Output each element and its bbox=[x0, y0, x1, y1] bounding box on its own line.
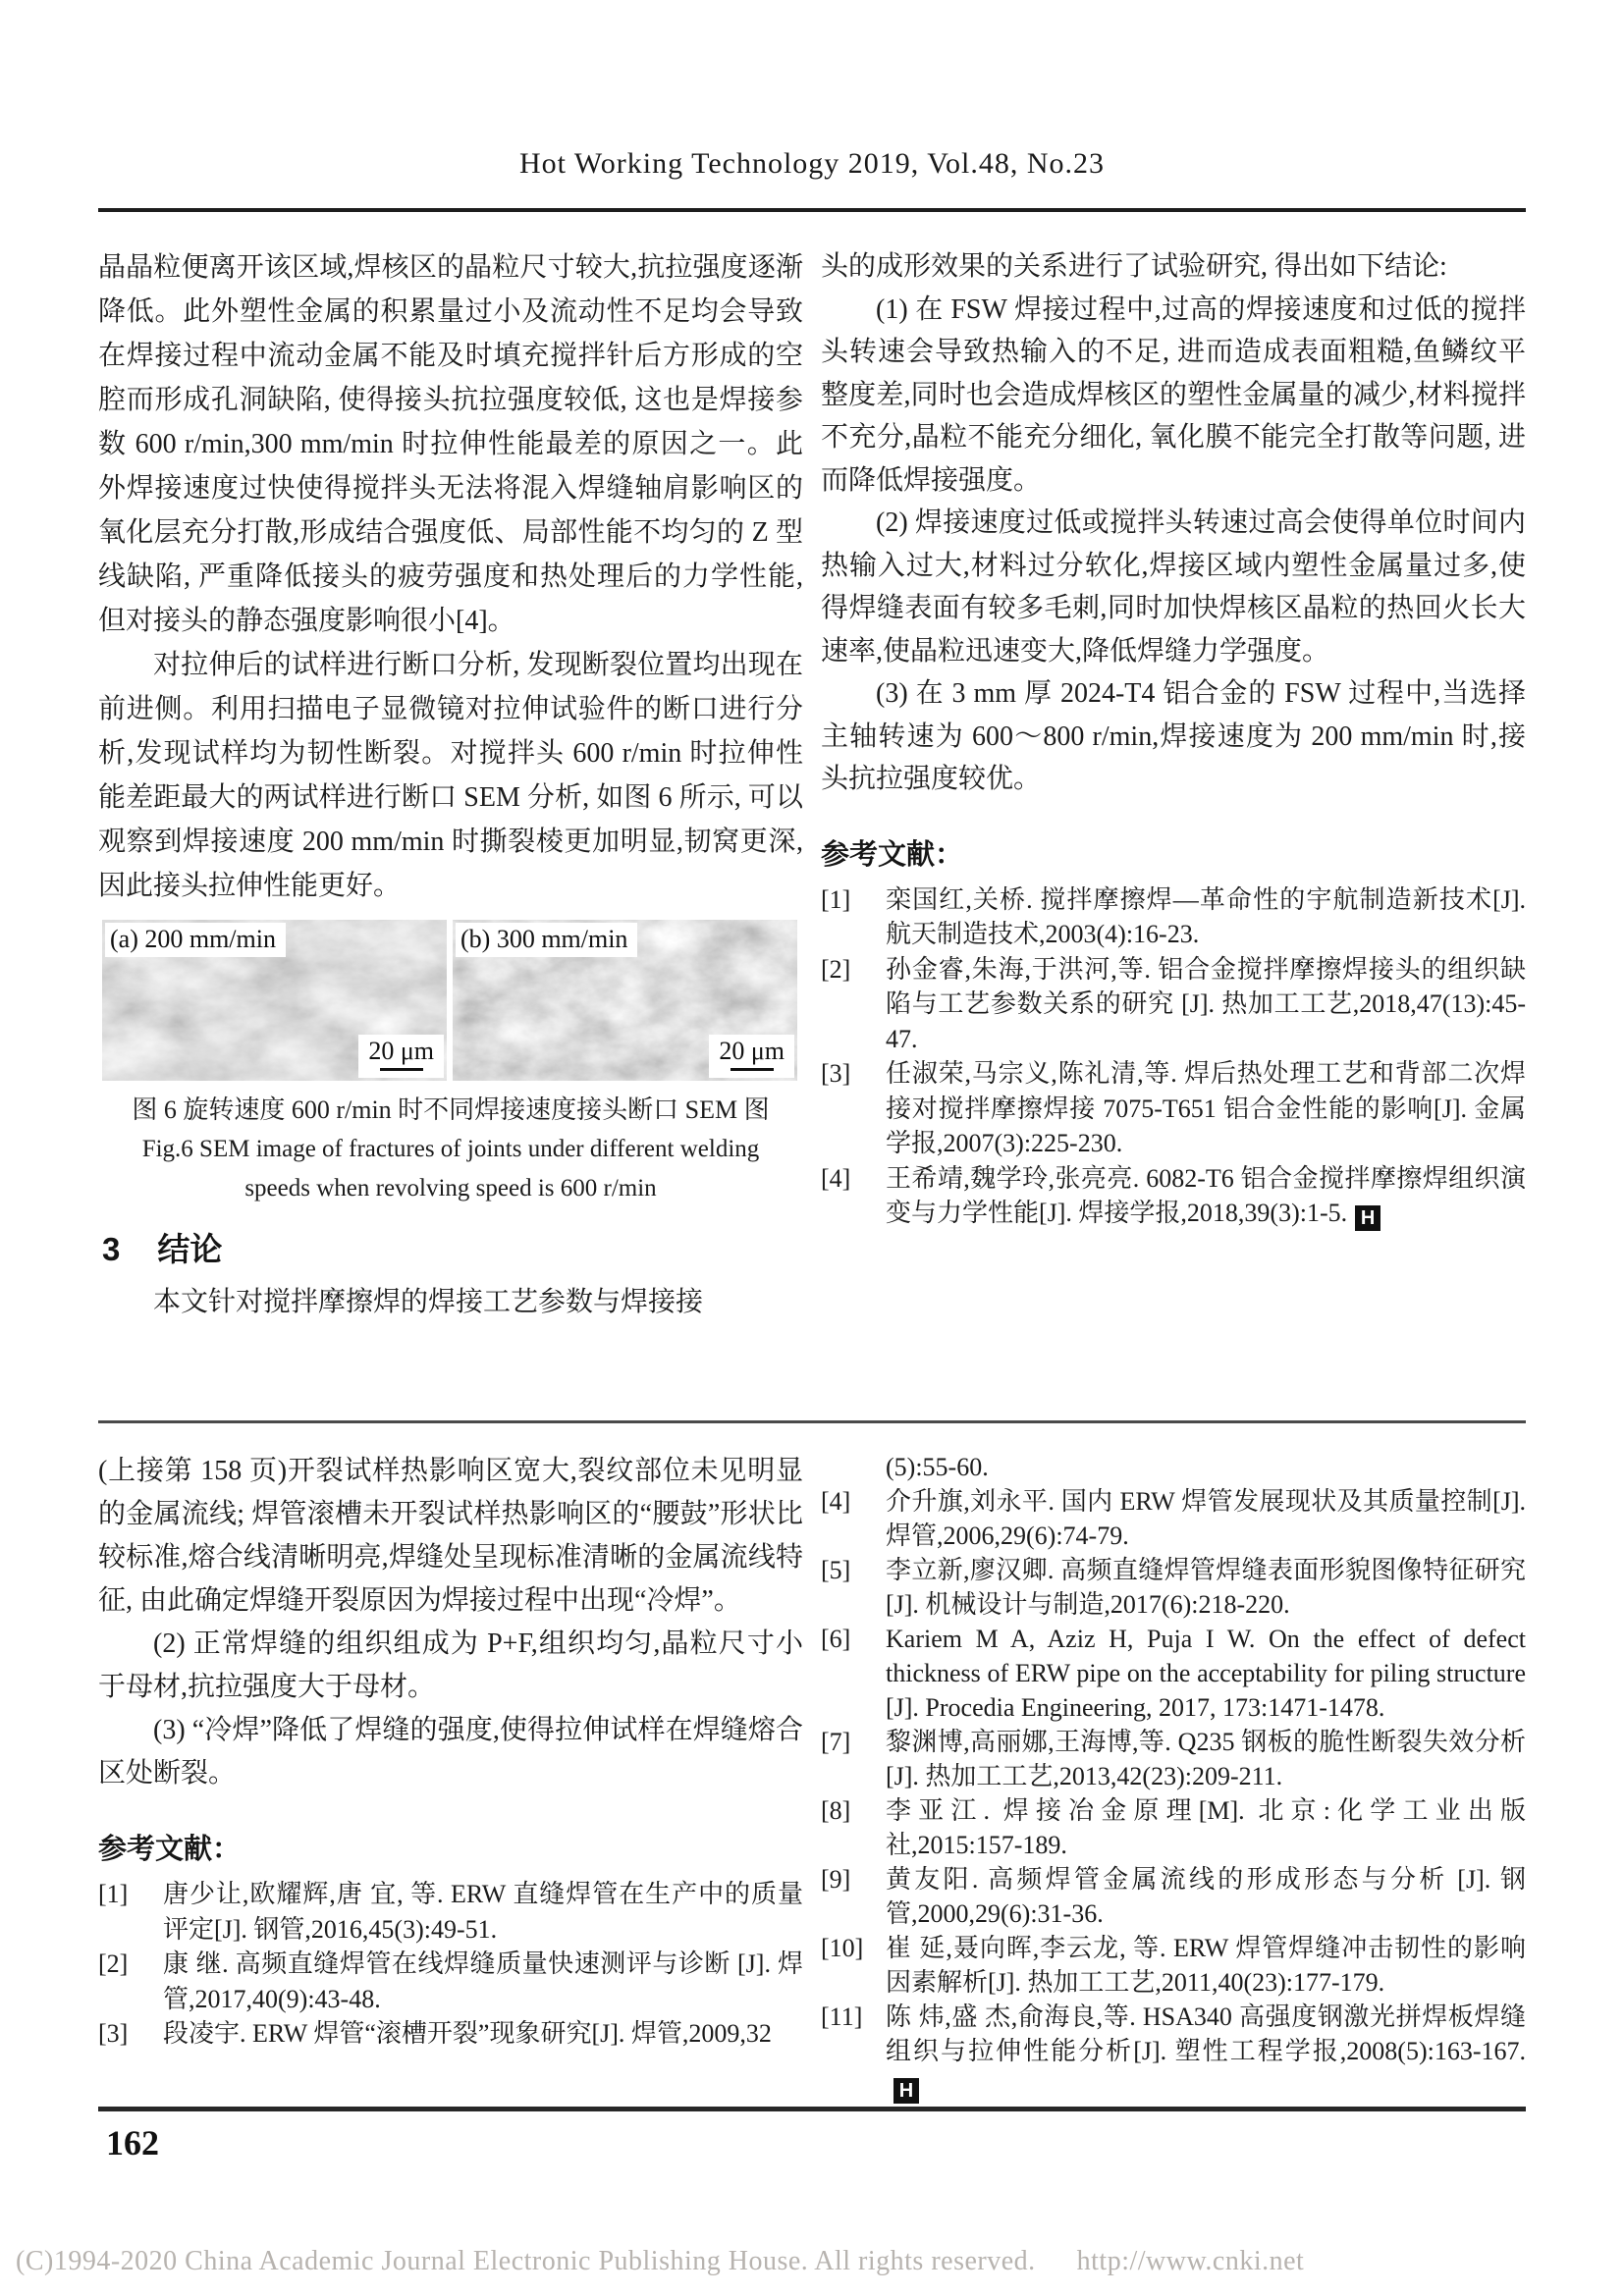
cnki-url: http://www.cnki.net bbox=[1076, 2246, 1305, 2276]
reference-item bbox=[98, 2016, 803, 2052]
page-number: 162 bbox=[106, 2123, 159, 2163]
reference-number: [3] bbox=[98, 2019, 129, 2048]
article2-section bbox=[98, 1450, 1526, 2104]
reference-item bbox=[821, 1484, 1526, 1553]
reference-number: [1] bbox=[821, 884, 851, 914]
paragraph-continuation: 头的成形效果的关系进行了试验研究, 得出如下结论: bbox=[821, 251, 1447, 282]
reference-text: 唐少让,欧耀辉,唐 宜, 等. ERW 直缝焊管在生产中的质量评定[J]. 钢管,2016,45(3):49-51. bbox=[163, 1880, 803, 1944]
section-number: 3 bbox=[102, 1231, 121, 1267]
reference-item bbox=[821, 1161, 1526, 1232]
end-of-article-mark: H bbox=[1355, 1205, 1380, 1231]
reference-number: [4] bbox=[821, 1163, 851, 1193]
section-title: 结论 bbox=[157, 1231, 223, 1267]
reference-text: 康 继. 高频直缝焊管在线焊缝质量快速测评与诊断 [J]. 焊管,2017,40(9):43-48. bbox=[163, 1949, 803, 2013]
reference-continuation bbox=[821, 1450, 1526, 1484]
reference-item bbox=[821, 1553, 1526, 1622]
scale-bar-line-a bbox=[380, 1068, 423, 1071]
panel-a-label: (a) 200 mm/min bbox=[105, 923, 286, 957]
scale-bar-a bbox=[358, 1035, 444, 1078]
reference-number: [6] bbox=[821, 1625, 851, 1653]
header-rule bbox=[98, 208, 1526, 212]
references-heading: 参考文献： bbox=[821, 838, 964, 871]
reference-text: 李亚江. 焊接冶金原理[M]. 北京:化学工业出版社,2015:157-189. bbox=[886, 1796, 1526, 1859]
reference-number: [3] bbox=[821, 1059, 851, 1088]
article2-left-column bbox=[98, 1450, 803, 2104]
reference-number: [8] bbox=[821, 1796, 851, 1825]
scale-text-a: 20 μm bbox=[368, 1037, 434, 1065]
footer-rule bbox=[98, 2107, 1526, 2111]
figure-panels bbox=[98, 920, 803, 1081]
reference-text: (5):55-60. bbox=[886, 1453, 989, 1481]
reference-item bbox=[821, 1725, 1526, 1793]
reference-item bbox=[821, 1622, 1526, 1725]
reference-text: 黄友阳. 高频焊管金属流线的形成形态与分析 [J]. 钢管,2000,29(6):31-36. bbox=[886, 1865, 1526, 1928]
figure-caption-en-line2: speeds when revolving speed is 600 r/min bbox=[244, 1175, 657, 1201]
scale-bar-line-b bbox=[731, 1068, 774, 1071]
reference-text: 栾国红,关桥. 搅拌摩擦焊—革命性的宇航制造新技术[J]. 航天制造技术,2003(4):16-23. bbox=[886, 884, 1526, 948]
article1-left-column bbox=[98, 245, 803, 1324]
article1-section bbox=[98, 245, 1526, 1324]
reference-text: 孙金睿,朱海,于洪河,等. 铝合金搅拌摩擦焊接头的组织缺陷与工艺参数关系的研究 [J]. 热加工工艺,2018,47(13):45-47. bbox=[886, 954, 1526, 1053]
sem-image-a bbox=[102, 920, 447, 1081]
reference-number: [11] bbox=[821, 2002, 863, 2031]
paragraph-continuation: (上接第 158 页)开裂试样热影响区宽大,裂纹部位未见明显的金属流线; 焊管滚槽未开裂试样热影响区的“腰鼓”形状比较标准,熔合线清晰明亮,焊缝处呈现标准清晰的金属流线特征, 由此确定焊缝开裂原因为焊接过程中出现“冷焊”。 bbox=[98, 1456, 803, 1616]
conclusion-item-2: (2) 正常焊缝的组织组成为 P+F,组织均匀,晶粒尺寸小于母材,抗拉强度大于母材。 bbox=[98, 1629, 803, 1702]
reference-number: [5] bbox=[821, 1556, 851, 1584]
section-heading-conclusion bbox=[98, 1224, 803, 1270]
copyright-footer bbox=[16, 2246, 1606, 2277]
reference-number: [7] bbox=[821, 1728, 851, 1756]
reference-number: [4] bbox=[821, 1487, 851, 1516]
reference-text: 介升旗,刘永平. 国内 ERW 焊管发展现状及其质量控制[J]. 焊管,2006,29(6):74-79. bbox=[886, 1487, 1526, 1550]
reference-text: 陈 炜,盛 杰,俞海良,等. HSA340 高强度钢激光拼焊板焊缝组织与拉伸性能分析[J]. 塑性工程学报,2008(5):163-167. bbox=[886, 2002, 1526, 2065]
scale-bar-b bbox=[709, 1035, 794, 1078]
reference-item bbox=[98, 1877, 803, 1947]
references-list bbox=[821, 882, 1526, 1232]
reference-text: Kariem M A, Aziz H, Puja I W. On the effect of defect thickness of ERW pipe on the acceptability for piling structure [J]. Procedia Engineering, 2017, 173:1471-1478. bbox=[886, 1625, 1526, 1722]
reference-number: [2] bbox=[821, 954, 851, 984]
reference-item bbox=[821, 882, 1526, 952]
paragraph: 本文针对搅拌摩擦焊的焊接工艺参数与焊接接 bbox=[153, 1287, 704, 1317]
reference-text: 段凌宇. ERW 焊管“滚槽开裂”现象研究[J]. 焊管,2009,32 bbox=[163, 2019, 772, 2048]
reference-number: [10] bbox=[821, 1934, 864, 1962]
reference-text: 任淑荣,马宗义,陈礼清,等. 焊后热处理工艺和背部二次焊接对搅拌摩擦焊接 7075-T651 铝合金性能的影响[J]. 金属学报,2007(3):225-230. bbox=[886, 1059, 1526, 1157]
end-of-article-mark: H bbox=[893, 2078, 919, 2104]
reference-number: [1] bbox=[98, 1880, 129, 1908]
reference-text: 王希靖,魏学玲,张亮亮. 6082-T6 铝合金搅拌摩擦焊组织演变与力学性能[J]. 焊接学报,2018,39(3):1-5. bbox=[886, 1163, 1526, 1227]
sem-image-b bbox=[453, 920, 797, 1081]
reference-item bbox=[821, 1793, 1526, 1862]
article1-right-column bbox=[821, 245, 1526, 1324]
journal-header: Hot Working Technology 2019, Vol.48, No.23 bbox=[518, 147, 1106, 180]
reference-item bbox=[821, 1056, 1526, 1161]
reference-number: [9] bbox=[821, 1865, 851, 1894]
conclusion-item-2: (2) 焊接速度过低或搅拌头转速过高会使得单位时间内热输入过大,材料过分软化,焊接区域内塑性金属量过多,使得焊缝表面有较多毛刺,同时加快焊核区晶粒的热回火长大速率,使晶粒迅速变大,降低焊缝力学强度。 bbox=[821, 507, 1526, 667]
conclusion-item-3: (3) 在 3 mm 厚 2024-T4 铝合金的 FSW 过程中,当选择主轴转速为 600～800 r/min,焊接速度为 200 mm/min 时,接头抗拉强度较优。 bbox=[821, 678, 1526, 794]
conclusion-item-3: (3) “冷焊”降低了焊缝的强度,使得拉伸试样在焊缝熔合区处断裂。 bbox=[98, 1715, 803, 1789]
paragraph: 对拉伸后的试样进行断口分析, 发现断裂位置均出现在前进侧。利用扫描电子显微镜对拉伸试验件的断口进行分析,发现试样均为韧性断裂。对搅拌头 600 r/min 时拉伸性能差距最大的两试样进行断口 SEM 分析, 如图 6 所示, 可以观察到焊接速度 200 mm/min 时撕裂棱更加明显,韧窝更深,因此接头拉伸性能更好。 bbox=[98, 650, 803, 901]
article2-right-column bbox=[821, 1450, 1526, 2104]
references-list bbox=[821, 1450, 1526, 2104]
section-divider bbox=[98, 1420, 1526, 1423]
reference-text: 李立新,廖汉卿. 高频直缝焊管焊缝表面形貌图像特征研究[J]. 机械设计与制造,2017(6):218-220. bbox=[886, 1556, 1526, 1619]
conclusion-item-1: (1) 在 FSW 焊接过程中,过高的焊接速度和过低的搅拌头转速会导致热输入的不足, 进而造成表面粗糙,鱼鳞纹平整度差,同时也会造成焊核区的塑性金属量的减少,材料搅拌不充分,晶粒不能充分细化, 氧化膜不能完全打散等问题, 进而降低焊接强度。 bbox=[821, 294, 1526, 496]
figure-caption-cn: 图 6 旋转速度 600 r/min 时不同焊接速度接头断口 SEM 图 bbox=[132, 1095, 770, 1124]
panel-b-label: (b) 300 mm/min bbox=[456, 923, 637, 957]
scale-text-b: 20 μm bbox=[719, 1037, 785, 1065]
reference-item bbox=[98, 1947, 803, 2016]
figure-caption-en-line1: Fig.6 SEM image of fractures of joints under different welding bbox=[141, 1136, 760, 1162]
references-heading: 参考文献： bbox=[98, 1834, 242, 1865]
reference-item bbox=[821, 1862, 1526, 1931]
reference-number: [2] bbox=[98, 1949, 129, 1978]
figure-6 bbox=[98, 920, 803, 1208]
reference-text: 崔 延,聂向晖,李云龙, 等. ERW 焊管焊缝冲击韧性的影响因素解析[J]. 热加工工艺,2011,40(23):177-179. bbox=[886, 1934, 1526, 1997]
reference-text: 黎渊博,高丽娜,王海博,等. Q235 钢板的脆性断裂失效分析[J]. 热加工工艺,2013,42(23):209-211. bbox=[886, 1728, 1526, 1790]
copyright-text: (C)1994-2020 China Academic Journal Electronic Publishing House. All rights reserved. bbox=[16, 2246, 1036, 2276]
reference-item bbox=[821, 952, 1526, 1057]
reference-item bbox=[821, 1931, 1526, 2000]
references-list bbox=[98, 1877, 803, 2052]
paragraph-continuation: 晶晶粒便离开该区域,焊核区的晶粒尺寸较大,抗拉强度逐渐降低。此外塑性金属的积累量过小及流动性不足均会导致在焊接过程中流动金属不能及时填充搅拌针后方形成的空腔而形成孔洞缺陷, 使得接头抗拉强度较低, 这也是焊接参数 600 r/min,300 mm/min 时拉伸性能最差的原因之一。此外焊接速度过快使得搅拌头无法将混入焊缝轴肩影响区的氧化层充分打散,形成结合强度低、局部性能不均匀的 Z 型线缺陷, 严重降低接头的疲劳强度和热处理后的力学性能,但对接头的静态强度影响很小[4]。 bbox=[98, 252, 803, 636]
reference-item bbox=[821, 2000, 1526, 2104]
